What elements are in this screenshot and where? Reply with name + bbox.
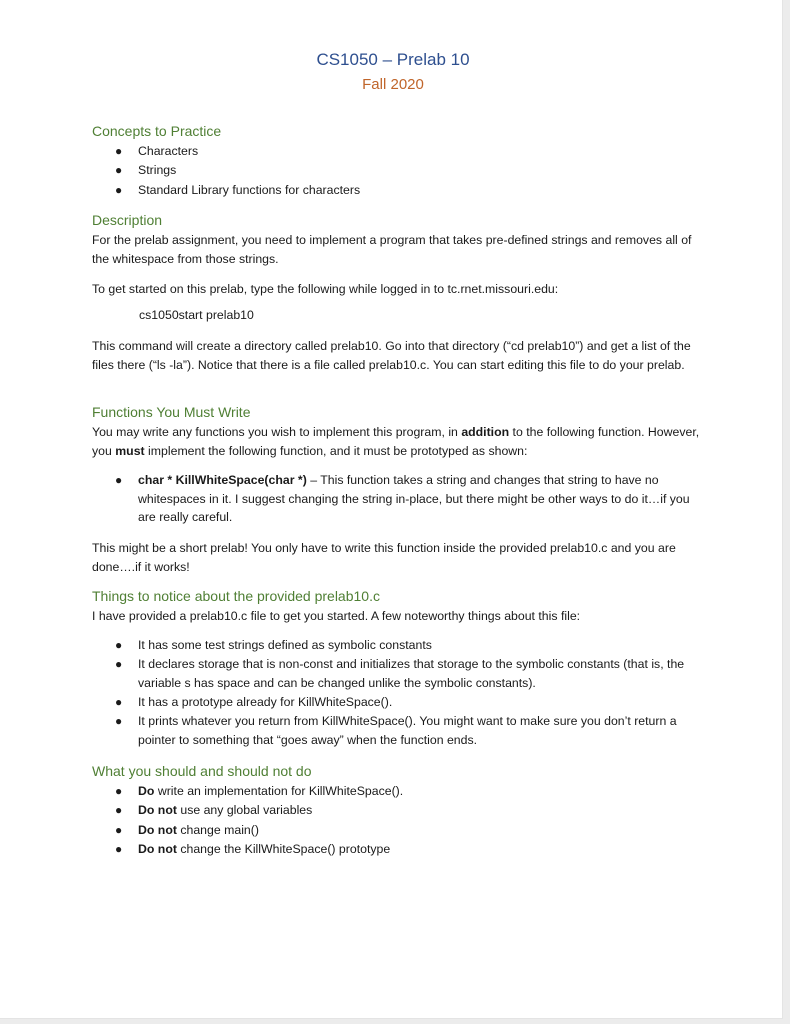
dos-list [92,782,692,860]
functions-paragraph-2: This might be a short prelab! You only have to write this function inside the provided prelab10.c and you are done….if it works! [92,541,676,574]
document-title: CS1050 – Prelab 10 [316,50,470,69]
list-item: ● Do not change the KillWhiteSpace() prototype [115,842,391,857]
notice-heading: Things to notice about the provided prelab10.c [92,588,380,604]
list-item: ● It has a prototype already for KillWhiteSpace(). [115,694,393,709]
start-command: cs1050start prelab10 [139,308,254,322]
concepts-list [92,142,692,200]
notice-list [92,636,692,749]
functions-list [92,471,692,527]
list-item: ● Characters [115,144,199,158]
page-edge-right [783,0,790,1024]
description-paragraph-2: To get started on this prelab, type the following while logged in to tc.rnet.missouri.edu: [92,282,559,296]
description-paragraph-3: This command will create a directory called prelab10. Go into that directory (“cd prelab10”) and get a list of the files there (“ls -la”). Notice that there is a file called prelab10.c. You can start editing this file to do your prelab. [92,339,691,372]
document-term: Fall 2020 [362,76,424,93]
functions-paragraph-1: You may write any functions you wish to implement this program, in addition to the following function. However, you must implement the following function, and it must be prototyped as shown: [92,425,700,458]
list-item: ● Strings [115,163,177,178]
list-item: ● Standard Library functions for characters [115,182,361,197]
page-edge-bottom [0,1019,790,1024]
functions-heading: Functions You Must Write [92,404,251,420]
list-item: ● It declares storage that is non-const and initializes that storage to the symbolic constants (that is, the variable s has space and can be changed unlike the symbolic constants). [115,657,685,690]
list-item: ● Do not use any global variables [115,803,313,818]
list-item: ● It has some test strings defined as symbolic constants [115,638,432,652]
list-item: ● Do write an implementation for KillWhiteSpace(). [115,784,404,798]
list-item: ● Do not change main() [115,822,259,837]
description-paragraph-1: For the prelab assignment, you need to implement a program that takes pre-defined strings and removes all of the whitespace from those strings. [92,233,692,266]
notice-intro: I have provided a prelab10.c file to get you started. A few noteworthy things about this file: [92,609,581,623]
list-item: ● char * KillWhiteSpace(char *) – This function takes a string and changes that string to have no whitespaces in it. I suggest changing the string in-place, but there might be other ways to do it…if you are really careful. [115,473,690,525]
list-item: ● It prints whatever you return from KillWhiteSpace(). You might want to make sure you don’t return a pointer to something that “goes away” when the function ends. [115,714,677,747]
dos-heading: What you should and should not do [92,763,312,779]
concepts-heading: Concepts to Practice [92,123,222,139]
description-heading: Description [92,212,163,228]
